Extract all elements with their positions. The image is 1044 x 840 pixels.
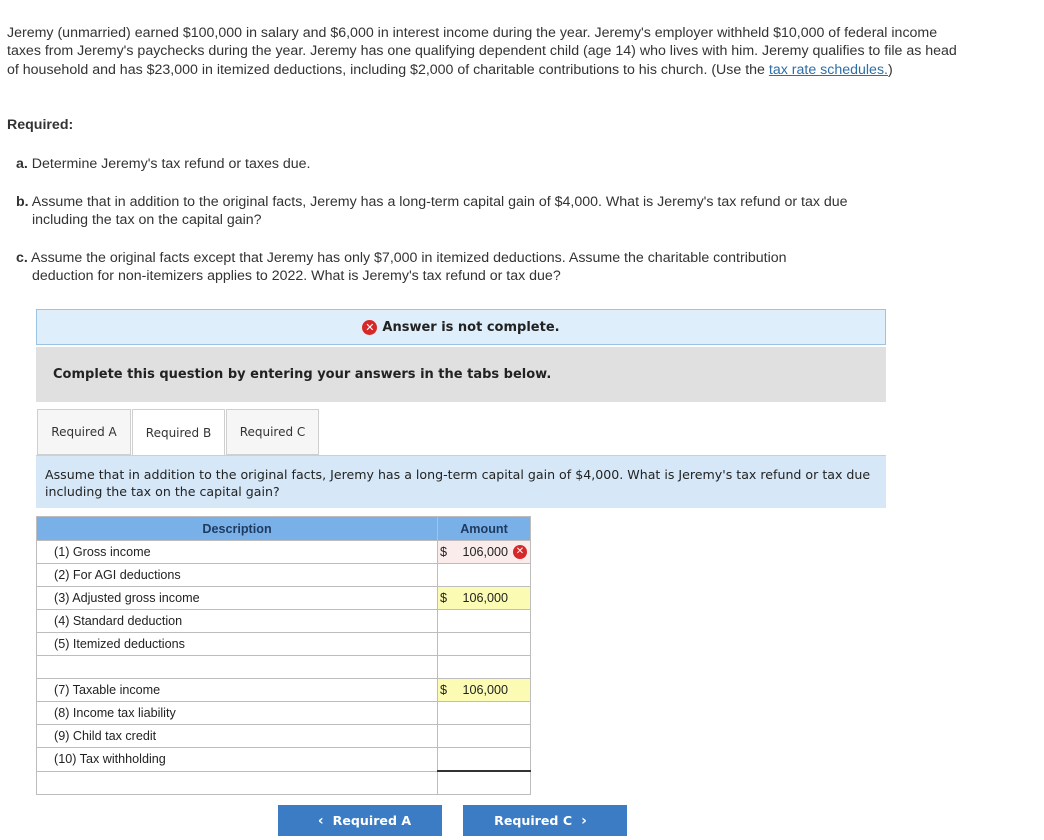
agi-value: $ 106,000 (438, 587, 531, 610)
next-required-c-button[interactable]: Required C › (463, 805, 627, 836)
table-row (37, 656, 531, 679)
row-label: (5) Itemized deductions (37, 633, 438, 656)
problem-intro: Jeremy (unmarried) earned $100,000 in salary and $6,000 in interest income during the year. Jeremy's employer withheld $10,000 of federal income taxes from Jeremy's paychecks during the year. Jeremy has one qualifying dependent child (age 14) who lives with him. Jeremy qualifies to file as head of household and has $23,000 in itemized deductions, including $2,000 of charitable contributions to his church. (Use the tax rate schedules.) (7, 25, 957, 78)
answer-status-banner: ✕ Answer is not complete. (36, 309, 886, 345)
required-heading: Required: (7, 117, 74, 133)
table-row (37, 771, 531, 795)
answer-table (36, 516, 531, 795)
row-label-dropdown[interactable] (37, 771, 438, 795)
chevron-right-icon: › (581, 812, 587, 829)
amount-header: Amount (438, 517, 531, 541)
itemized-deductions-input[interactable] (438, 633, 531, 656)
question-b: b. Assume that in addition to the original facts, Jeremy has a long-term capital gain of $4,000. What is Jeremy's tax refund or tax due including the tax on the capital gain? (16, 194, 848, 229)
tax-rate-schedules-link[interactable]: tax rate schedules. (768, 61, 888, 78)
row-label: (8) Income tax liability (37, 702, 438, 725)
row-label: (10) Tax withholding (37, 748, 438, 772)
row-label: (1) Gross income (37, 541, 438, 564)
tab-bar (37, 409, 320, 456)
chevron-left-icon: ‹ (317, 812, 324, 829)
table-row (37, 587, 531, 610)
table-row (37, 541, 531, 564)
for-agi-deductions-input[interactable] (438, 564, 531, 587)
table-row (37, 725, 531, 748)
standard-deduction-input[interactable] (438, 610, 531, 633)
tab-required-b[interactable]: Required B (132, 409, 225, 456)
tab-prompt: Assume that in addition to the original facts, Jeremy has a long-term capital gain of $4,000. What is Jeremy's tax refund or tax due including the tax on the capital gain? (36, 456, 886, 508)
row-label: (9) Child tax credit (37, 725, 438, 748)
row-label-dropdown[interactable] (37, 656, 438, 679)
row-label: (2) For AGI deductions (37, 564, 438, 587)
question-c: c. Assume the original facts except that Jeremy has only $7,000 in itemized deductions. Assume the charitable contribution deduction for non-itemizers applies to 2022. What is Jeremy's tax refund or tax due? (16, 250, 787, 285)
description-header: Description (37, 517, 438, 541)
tab-required-c[interactable]: Required C (226, 409, 319, 455)
table-row (37, 633, 531, 656)
table-row (37, 679, 531, 702)
instruction-bar: Complete this question by entering your answers in the tabs below. (36, 347, 886, 402)
gross-income-input[interactable]: $ 106,000 ✕ (438, 541, 531, 564)
table-row (37, 702, 531, 725)
row-label: (3) Adjusted gross income (37, 587, 438, 610)
row-label: (7) Taxable income (37, 679, 438, 702)
child-tax-credit-input[interactable] (438, 725, 531, 748)
row-label: (4) Standard deduction (37, 610, 438, 633)
table-row (37, 748, 531, 772)
tax-withholding-input[interactable] (438, 748, 531, 772)
table-row (37, 564, 531, 587)
taxable-income-value: $ 106,000 (438, 679, 531, 702)
table-row (37, 610, 531, 633)
tab-required-a[interactable]: Required A (37, 409, 131, 455)
prev-required-a-button[interactable]: ‹ Required A (278, 805, 442, 836)
income-tax-liability-input[interactable] (438, 702, 531, 725)
error-x-icon: ✕ (513, 545, 527, 559)
question-a: a. Determine Jeremy's tax refund or taxes due. (16, 156, 311, 172)
error-x-icon: ✕ (362, 320, 377, 335)
refund-or-due-input[interactable] (438, 771, 531, 795)
row-6-input[interactable] (438, 656, 531, 679)
